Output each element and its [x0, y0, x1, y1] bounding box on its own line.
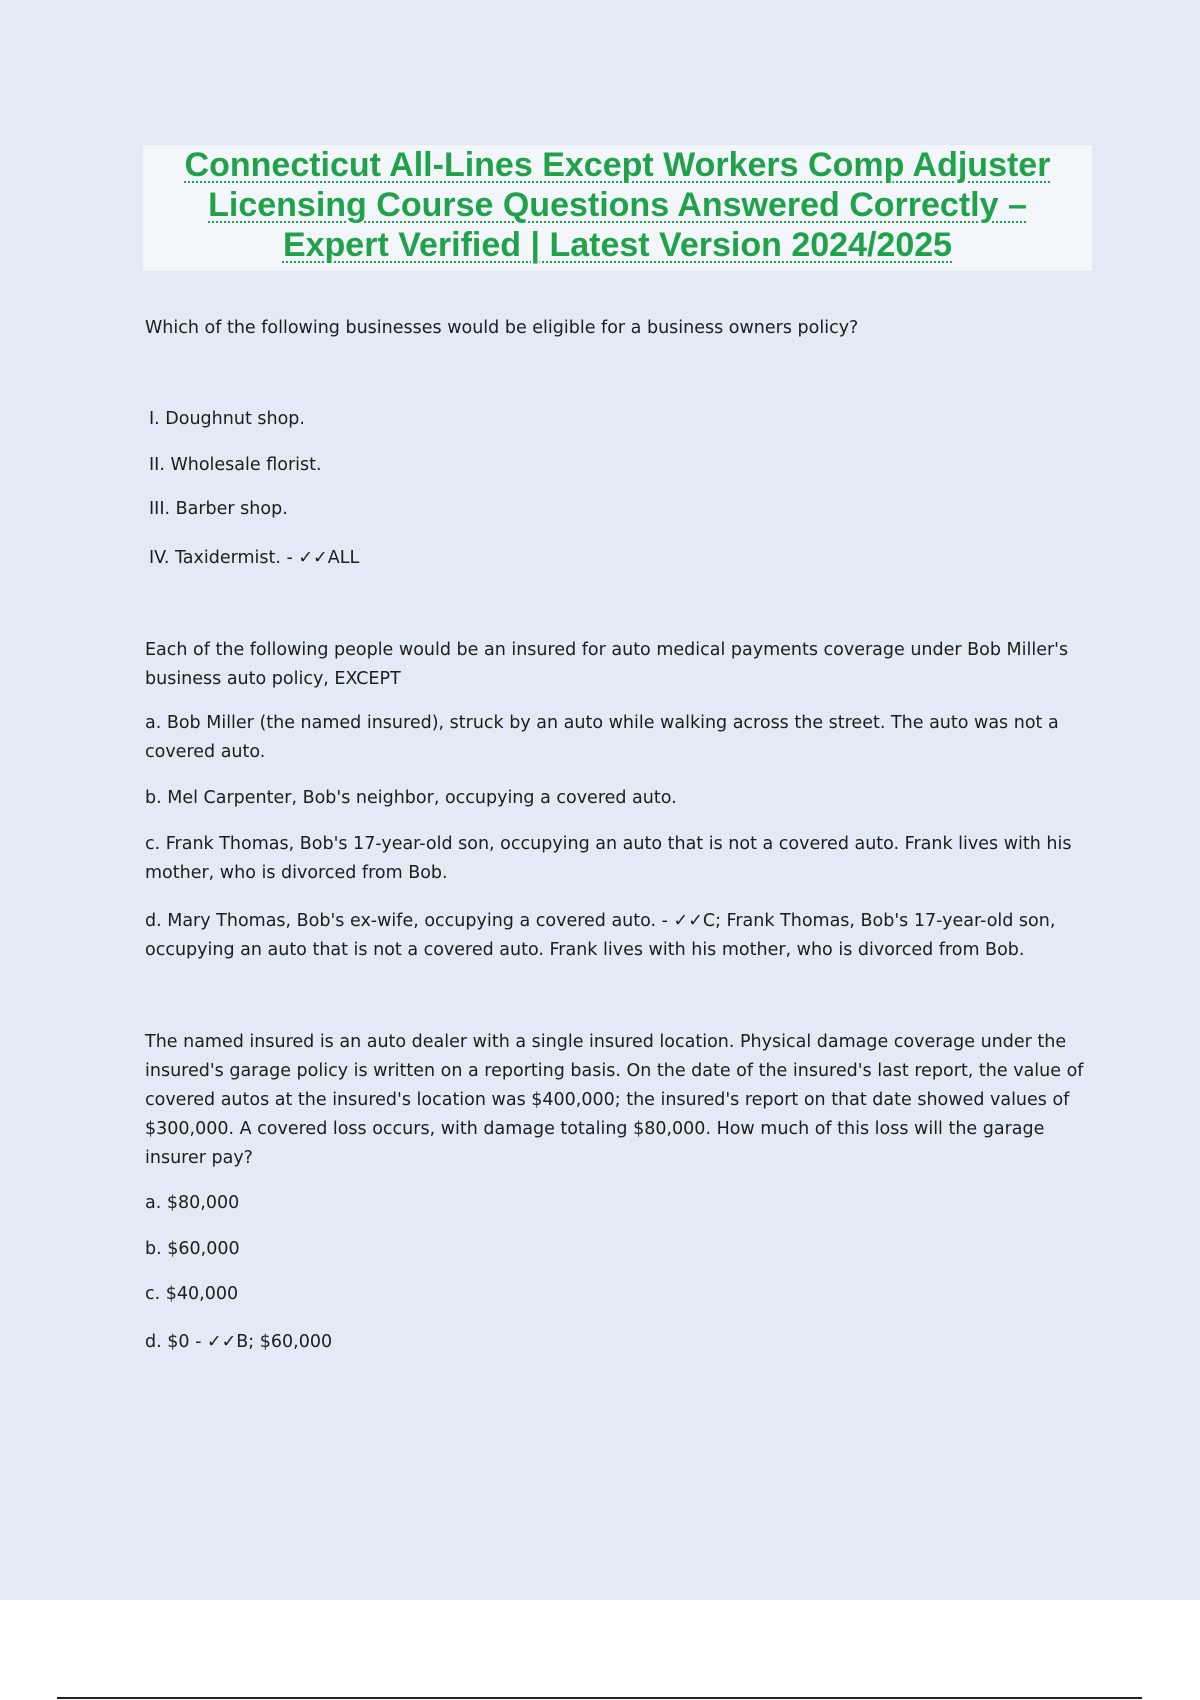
question-2-option-a: a. Bob Miller (the named insured), struck by an auto while walking across the street. The auto was not a covered auto. — [145, 713, 1059, 762]
question-3-option-a: a. $80,000 — [145, 1193, 240, 1213]
question-1-item-4-answer: IV. Taxidermist. - ✓✓ALL — [149, 548, 360, 568]
question-1-item-2: II. Wholesale florist. — [149, 455, 322, 475]
question-1-item-1: I. Doughnut shop. — [149, 409, 305, 429]
question-3-option-b: b. $60,000 — [145, 1239, 240, 1259]
title-line-3: Expert Verified | Latest Version 2024/2025 — [282, 226, 953, 264]
question-2-text: Each of the following people would be an insured for auto medical payments coverage under Bob Miller's business auto policy, EXCEPT — [145, 640, 1069, 689]
question-3-option-d-answer: d. $0 - ✓✓B; $60,000 — [145, 1332, 333, 1352]
question-3-option-c: c. $40,000 — [145, 1284, 239, 1304]
title-line-2: Licensing Course Questions Answered Correctly – — [208, 186, 1027, 224]
question-2-option-b: b. Mel Carpenter, Bob's neighbor, occupying a covered auto. — [145, 788, 677, 808]
question-1-text: Which of the following businesses would be eligible for a business owners policy? — [145, 318, 859, 338]
question-3-text: The named insured is an auto dealer with a single insured location. Physical damage coverage under the insured's garage policy is written on a reporting basis. On the date of the insured's last report, the value of covered autos at the insured's location was $400,000; the insured's report on that date showed values of $300,000. A covered loss occurs, with damage totaling $80,000. How much of this loss will the garage insurer pay? — [145, 1032, 1084, 1168]
page-bottom-divider — [57, 1697, 1142, 1699]
title-line-1: Connecticut All-Lines Except Workers Comp Adjuster — [184, 146, 1051, 184]
question-2-option-c: c. Frank Thomas, Bob's 17-year-old son, occupying an auto that is not a covered auto. Frank lives with his mother, who is divorced from Bob. — [145, 834, 1072, 883]
document-title — [143, 145, 1092, 271]
question-2-option-d-answer: d. Mary Thomas, Bob's ex-wife, occupying a covered auto. - ✓✓C; Frank Thomas, Bob's 17-year-old son, occupying an auto that is not a covered auto. Frank lives with his mother, who is divorced from Bob. — [145, 911, 1056, 960]
question-1-item-3: III. Barber shop. — [149, 499, 288, 519]
